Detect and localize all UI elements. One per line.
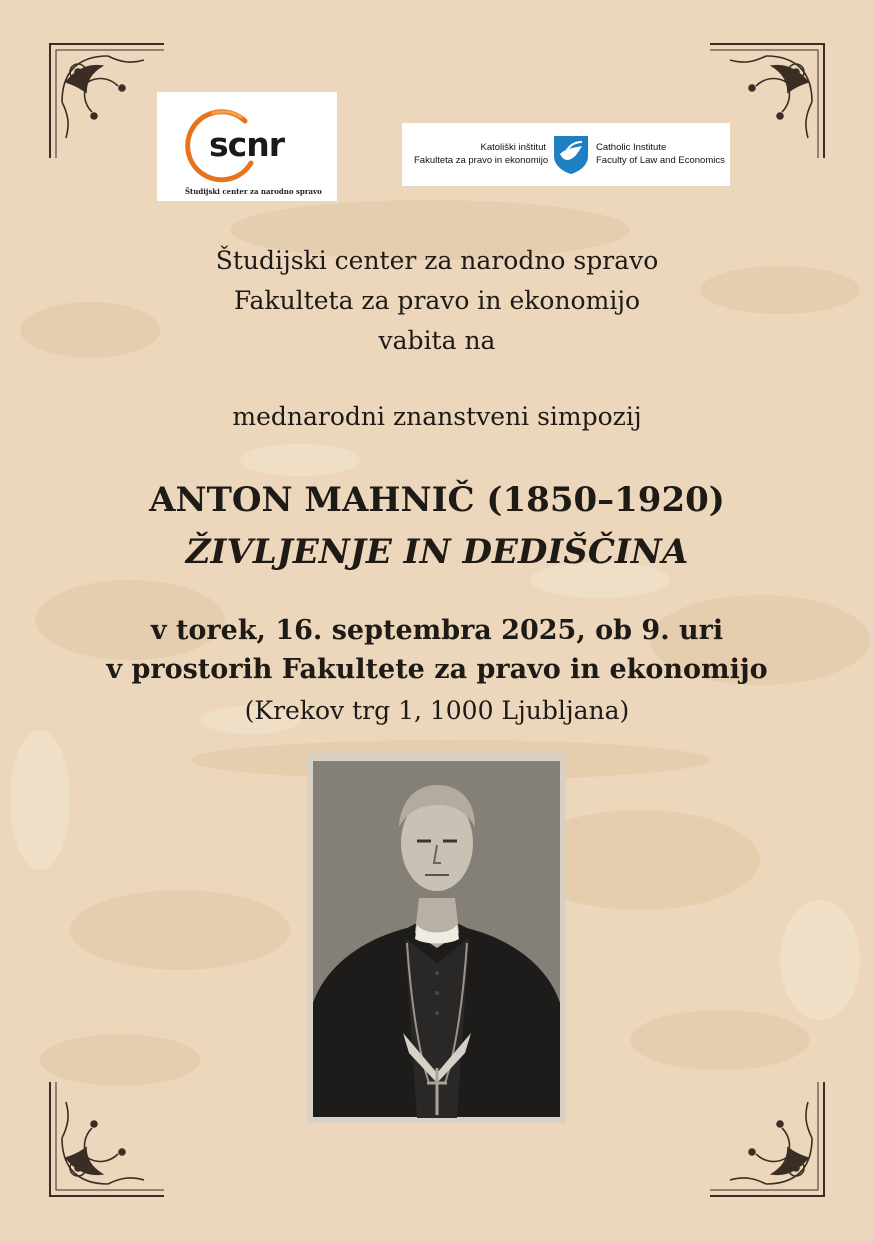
dove-shield-icon xyxy=(552,134,590,174)
institute-name-english xyxy=(596,141,725,167)
catholic-institute-logo xyxy=(402,123,730,186)
event-venue: v prostorih Fakultete za pravo in ekonomijo xyxy=(106,654,768,685)
invite-text: vabita na xyxy=(378,326,496,355)
institute-name-line2: Fakulteta za pravo in ekonomijo xyxy=(414,155,549,166)
scnr-logo xyxy=(157,92,337,201)
event-subtitle: ŽIVLJENJE IN DEDIŠČINA xyxy=(185,532,689,572)
ornament-corner-bottom-left xyxy=(48,1080,166,1198)
institute-name-en-line2: Faculty of Law and Economics xyxy=(596,155,725,166)
institute-name-en-line1: Catholic Institute xyxy=(596,142,667,153)
organizer-1: Študijski center za narodno spravo xyxy=(215,246,659,275)
portrait-photo xyxy=(307,753,566,1123)
event-title: ANTON MAHNIČ (1850–1920) xyxy=(149,480,725,520)
scnr-subtitle: Študijski center za narodno spravo xyxy=(185,187,322,196)
scnr-wordmark: scnr xyxy=(209,125,284,164)
event-address: (Krekov trg 1, 1000 Ljubljana) xyxy=(244,696,630,725)
institute-name-line1: Katoliški inštitut xyxy=(480,142,546,153)
institute-name-slovene xyxy=(414,141,549,167)
ornament-corner-top-left xyxy=(48,42,166,160)
ornament-corner-bottom-right xyxy=(708,1080,826,1198)
event-type: mednarodni znanstveni simpozij xyxy=(232,402,642,431)
organizer-2: Fakulteta za pravo in ekonomijo xyxy=(233,286,641,315)
event-date: v torek, 16. septembra 2025, ob 9. uri xyxy=(150,615,724,646)
